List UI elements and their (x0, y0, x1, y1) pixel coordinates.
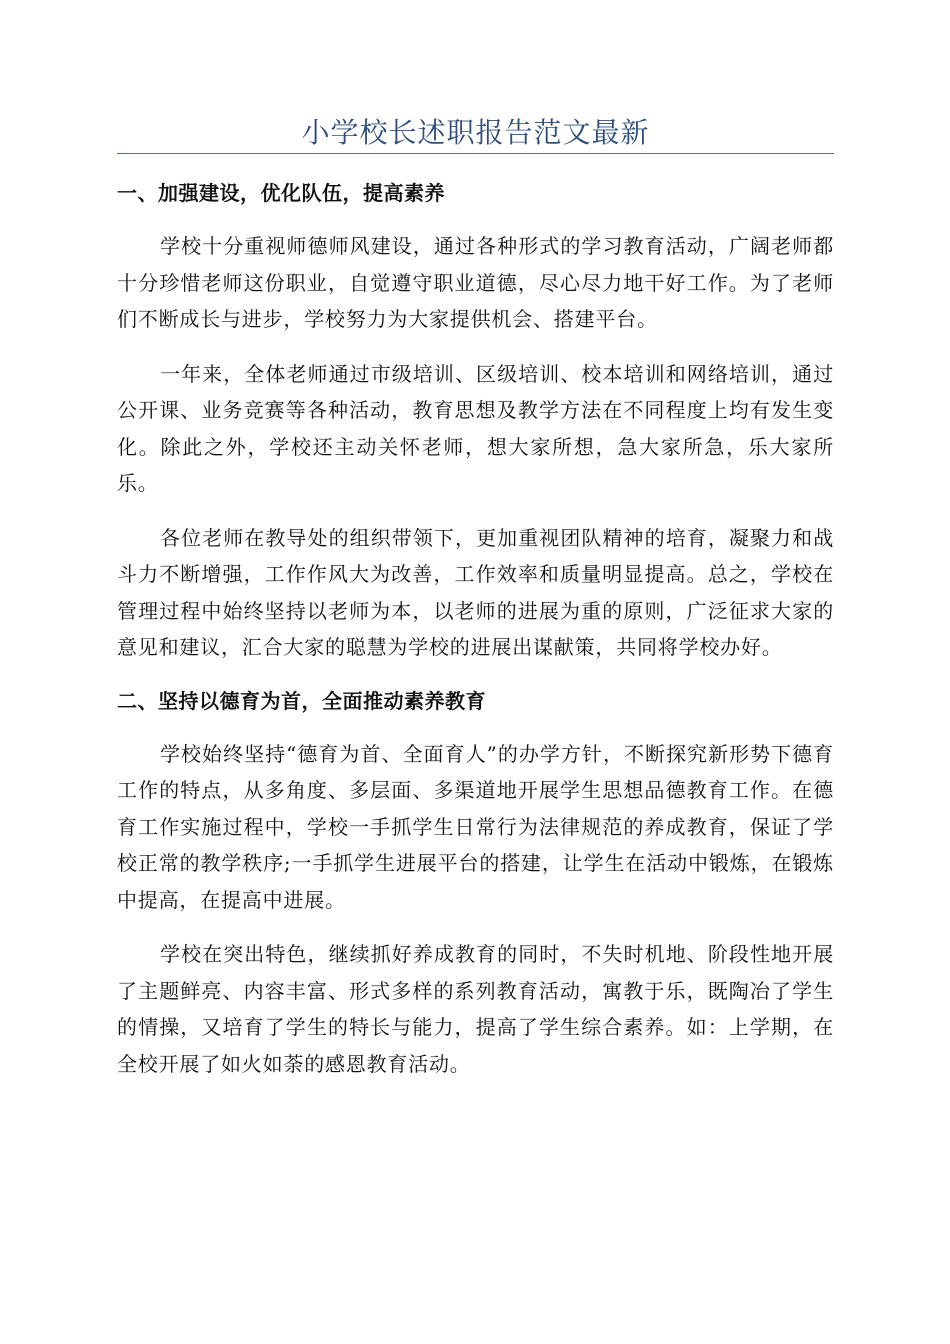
paragraph: 学校始终坚持“德育为首、全面育人”的办学方针，不断探究新形势下德育工作的特点，从多角度、多层面、多渠道地开展学生思想品德教育工作。在德育工作实施过程中，学校一手抓学生日常行为法律规范的养成教育，保证了学校正常的教学秩序;一手抓学生进展平台的搭建，让学生在活动中锻炼，在锻炼中提高，在提高中进展。 (117, 741, 834, 912)
document-page (117, 0, 834, 1082)
paragraph: 学校在突出特色，继续抓好养成教育的同时，不失时机地、阶段性地开展了主题鲜亮、内容丰富、形式多样的系列教育活动，寓教于乐，既陶冶了学生的情操，又培育了学生的特长与能力，提高了学生综合素养。如：上学期，在全校开展了如火如荼的感恩教育活动。 (117, 942, 834, 1076)
document-title: 小学校长述职报告范文最新 (301, 116, 650, 149)
paragraph: 学校十分重视师德师风建设，通过各种形式的学习教育活动，广阔老师都十分珍惜老师这份职业，自觉遵守职业道德，尽心尽力地干好工作。为了老师们不断成长与进步，学校努力为大家提供机会、搭建平台。 (117, 234, 834, 331)
section-heading-2: 二、坚持以德育为首，全面推动素养教育 (117, 688, 486, 713)
paragraph: 各位老师在教导处的组织带领下，更加重视团队精神的培育，凝聚力和战斗力不断增强，工作作风大为改善，工作效率和质量明显提高。总之，学校在管理过程中始终坚持以老师为本，以老师的进展为重的原则，广泛征求大家的意见和建议，汇合大家的聪慧为学校的进展出谋献策，共同将学校办好。 (117, 525, 834, 659)
paragraph: 一年来，全体老师通过市级培训、区级培训、校本培训和网络培训，通过公开课、业务竞赛等各种活动，教育思想及教学方法在不同程度上均有发生变化。除此之外，学校还主动关怀老师，想大家所想，急大家所急，乐大家所乐。 (117, 361, 834, 495)
title-underline (117, 153, 834, 154)
section-heading-1: 一、加强建设，优化队伍，提高素养 (117, 181, 445, 205)
